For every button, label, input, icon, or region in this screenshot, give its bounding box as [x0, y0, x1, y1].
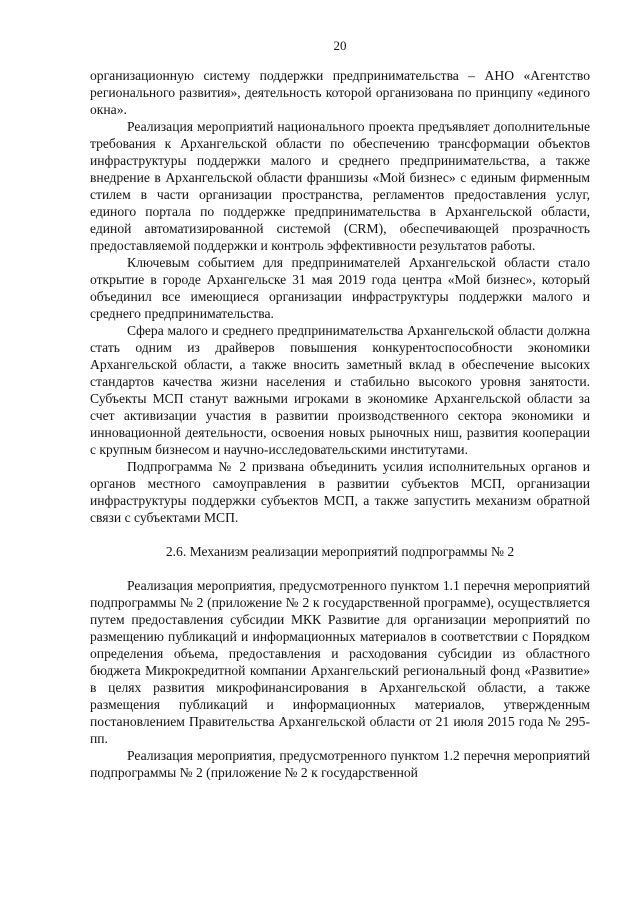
paragraph-subprogram-goal: Подпрограмма № 2 призвана объединить усилия исполнительных органов и органов местного самоуправления в развитии субъектов МСП, организации инфраструктуры поддержки субъектов МСП, а также запустить механизм обратной связи с субъектами МСП.	[90, 459, 590, 525]
paragraph-sme-sphere: Сфера малого и среднего предпринимательства Архангельской области должна стать одним из драйверов повышения конкурентоспособности экономики Архангельской области, а также вносить заметный вклад в обеспечение высоких стандартов качества жизни населения и стабильно высокого уровня занятости. Субъекты МСП станут важными игроками в экономике Архангельской области за счет активизации участия в развитии производственного сектора экономики и инновационной деятельности, освоения новых рыночных ниш, развития кооперации с крупным бизнесом и научно-исследовательскими институтами.	[90, 323, 590, 457]
section-heading: 2.6. Механизм реализации мероприятий подпрограммы № 2	[165, 544, 515, 559]
paragraph-measure-1-2: Реализация мероприятия, предусмотренного пунктом 1.2 перечня мероприятий подпрограммы № 2 (приложение № 2 к государственной	[90, 748, 590, 780]
document-body	[90, 67, 590, 781]
paragraph-continuation: организационную систему поддержки предпринимательства – АНО «Агентство регионального развития», деятельность которой организована по принципу «единого окна».	[90, 68, 590, 117]
paragraph-measure-1-1: Реализация мероприятия, предусмотренного пунктом 1.1 перечня мероприятий подпрограммы № 2 (приложение № 2 к государственной программе), осуществляется путем предоставления субсидии МКК Развитие для организации мероприятий по размещению публикаций и информационных материалов в соответствии с Порядком определения объема, предоставления и расходования субсидии из областного бюджета Микрокредитной компании Архангельский региональный фонд «Развитие» в целях развития микрофинансирования в Архангельской области, а также размещения публикаций и информационных материалов, утвержденным постановлением Правительства Архангельской области от 21 июля 2015 года № 295-пп.	[90, 578, 590, 746]
page-number: 20	[333, 38, 347, 53]
paragraph-moy-biznes-center: Ключевым событием для предпринимателей Архангельской области стало открытие в городе Архангельске 31 мая 2019 года центра «Мой бизнес», который объединил все имеющиеся организации инфраструктуры поддержки малого и среднего предпринимательства.	[90, 255, 590, 321]
paragraph-national-project: Реализация мероприятий национального проекта предъявляет дополнительные требования к Архангельской области по обеспечению трансформации объектов инфраструктуры поддержки малого и среднего предпринимательства, а также внедрение в Архангельской области франшизы «Мой бизнес» с единым фирменным стилем в части организации пространства, регламентов предоставления услуг, единого портала по поддержке предпринимательства в Архангельской области, единой автоматизированной системой (CRM), обеспечивающей прозрачность предоставляемой поддержки и контроль эффективности результатов работы.	[90, 119, 590, 253]
